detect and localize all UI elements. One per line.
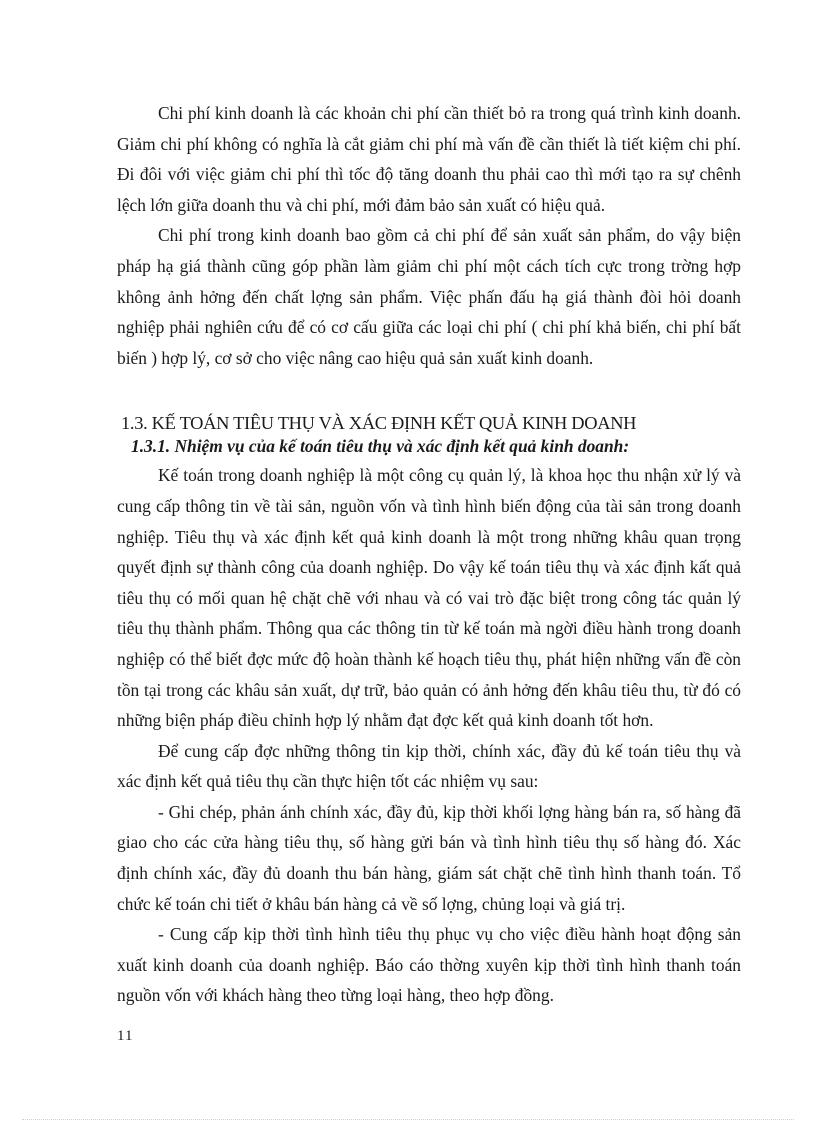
- bullet-item: - Ghi chép, phản ánh chính xác, đầy đủ, kịp thời khối lợng hàng bán ra, số hàng đã giao cho các cửa hàng tiêu thụ, số hàng gửi bán và tình hình tiêu thụ số hàng đó. Xác định chính xác, đầy đủ doanh thu bán hàng, giám sát chặt chẽ tình hình thanh toán. Tổ chức kế toán chi tiết ở khâu bán hàng cả về số lợng, chủng loại và giá trị.: [117, 801, 741, 914]
- page-number: 11: [117, 1028, 134, 1044]
- subsection-heading: 1.3.1. Nhiệm vụ của kế toán tiêu thụ và xác định kết quả kinh doanh:: [131, 436, 630, 457]
- body-paragraph: Để cung cấp đợc những thông tin kịp thời, chính xác, đầy đủ kế toán tiêu thụ và xác định kết quả tiêu thụ cần thực hiện tốt các nhiệm vụ sau:: [117, 740, 741, 792]
- body-paragraph: Chi phí kinh doanh là các khoản chi phí cần thiết bỏ ra trong quá trình kinh doanh. Giảm chi phí không có nghĩa là cắt giảm chi phí mà vấn đề cần thiết là tiết kiệm chi phí. Đi đôi với việc giảm chi phí thì tốc độ tăng doanh thu phải cao thì mới tạo ra sự chênh lệch lớn giữa doanh thu và chi phí, mới đảm bảo sản xuất có hiệu quả.: [117, 103, 741, 215]
- document-page: [117, 98, 741, 1011]
- section-heading: 1.3. KẾ TOÁN TIÊU THỤ VÀ XÁC ĐỊNH KẾT QUẢ KINH DOANH: [121, 413, 637, 434]
- page-bottom-divider: [22, 1119, 794, 1120]
- body-paragraph: Kế toán trong doanh nghiệp là một công cụ quản lý, là khoa học thu nhận xử lý và cung cấp thông tin về tài sản, nguồn vốn và tình hình biến động của tài sản trong doanh nghiệp. Tiêu thụ và xác định kết quả kinh doanh là một trong những khâu quan trọng quyết định sự thành công của doanh nghiệp. Do vậy kế toán tiêu thụ và xác định kất quả tiêu thụ có mối quan hệ chặt chẽ với nhau và có vai trò đặc biệt trong công tác quản lý tiêu thụ thành phẩm. Thông qua các thông tin từ kế toán mà ngời điều hành trong doanh nghiệp có thể biết đợc mức độ hoàn thành kế hoạch tiêu thụ, phát hiện những vấn đề còn tồn tại trong các khâu sản xuất, dự trữ, bảo quản có ảnh hởng đến khâu tiêu thu, từ đó có những biện pháp điều chỉnh hợp lý nhằm đạt đợc kết quả kinh doanh tốt hơn.: [117, 465, 741, 731]
- bullet-item: - Cung cấp kịp thời tình hình tiêu thụ phục vụ cho việc điều hành hoạt động sản xuất kinh doanh của doanh nghiệp. Báo cáo thờng xuyên kịp thời tình hình thanh toán nguồn vốn với khách hàng theo từng loại hàng, theo hợp đồng.: [117, 924, 741, 1006]
- body-paragraph: Chi phí trong kinh doanh bao gồm cả chi phí để sản xuất sản phẩm, do vậy biện pháp hạ giá thành cũng góp phần làm giảm chi phí một cách tích cực trong trờng hợp không ảnh hởng đến chất lợng sản phẩm. Việc phấn đấu hạ giá thành đòi hỏi doanh nghiệp phải nghiên cứu để có cơ cấu giữa các loại chi phí ( chi phí khả biến, chi phí bất biến ) hợp lý, cơ sở cho việc nâng cao hiệu quả sản xuất kinh doanh.: [117, 225, 741, 368]
